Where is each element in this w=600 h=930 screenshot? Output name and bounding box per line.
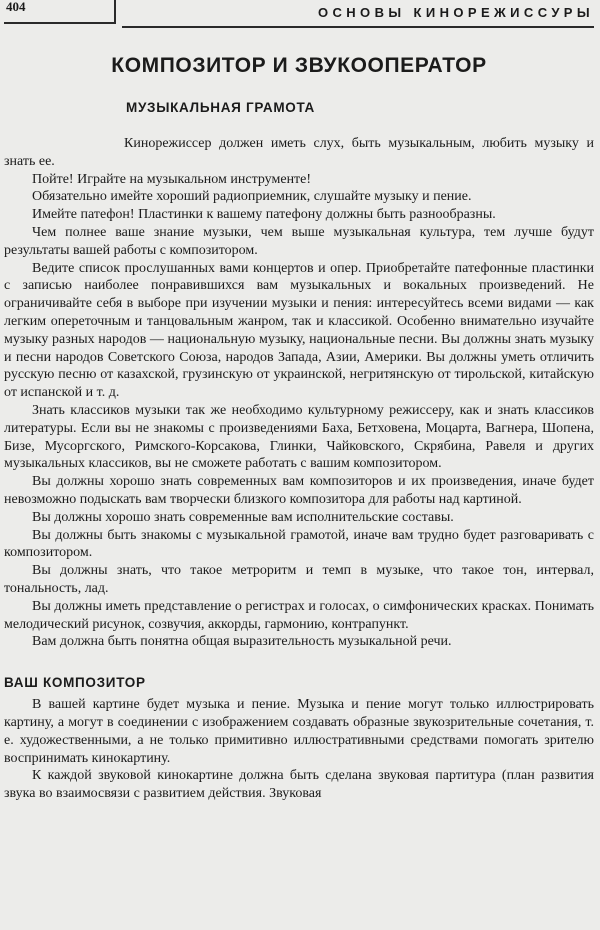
- paragraph: Вы должны знать, что такое метроритм и темп в музыке, что такое тон, интервал, тональность, лад.: [4, 563, 594, 596]
- paragraph: Ведите список прослушанных вами концертов и опер. Приобретайте патефонные пластинки с записью наиболее понравившихся вам музыкальных и вокальных произведений. Не ограничивайте себя в выборе при изучении музыки и пения: интересуйтесь всеми видами — как легким опереточным и танцовальным жанром, так и классикой. Особенно внимательно изучайте музыку разных народов — национальную музыку, национальные песни. Вы должны знать музыку и песни народов Советского Союза, народов Запада, Азии, Америки. Вы должны уметь отличить русскую песню от казахской, грузинскую от украинской, негритянскую от тирольской, китайскую от испанской и т. д.: [4, 260, 594, 401]
- page-number: 404: [4, 0, 116, 24]
- paragraph: Вы должны хорошо знать современные вам исполнительские составы.: [32, 509, 454, 525]
- paragraph: Имейте патефон! Пластинки к вашему патефону должны быть разнообразны.: [32, 207, 496, 223]
- paragraph: Вы должны иметь представление о регистрах и голосах, о симфонических красках. Понимать мелодический рисунок, созвучия, аккорды, гармонию, контрапункт.: [4, 598, 594, 632]
- paragraph: Обязательно имейте хороший радиоприемник, слушайте музыку и пение.: [32, 189, 472, 205]
- paragraph: В вашей картине будет музыка и пение. Музыка и пение могут только иллюстрировать картину, а могут в соединении с изображением создавать образные звукозрительные сочетания, т. е. художественными, а не только примитивно иллюстративными средствами помогать зрителю воспринимать кинокартину.: [4, 697, 594, 766]
- section-heading-your-composer: ВАШ КОМПОЗИТОР: [4, 675, 146, 691]
- chapter-title: КОМПОЗИТОР И ЗВУКООПЕРАТОР: [111, 54, 487, 77]
- paragraph: Вы должны хорошо знать современных вам композиторов и их произведения, иначе будет невозможно подыскать вам творчески близкого композитора для работы над картиной.: [4, 474, 594, 507]
- paragraph: Вы должны быть знакомы с музыкальной грамотой, иначе вам трудно будет разговаривать с композитором.: [4, 527, 594, 561]
- paragraph: Чем полнее ваше знание музыки, чем выше музыкальная культура, тем лучше будут результаты вашей работы с композитором.: [4, 224, 594, 258]
- paragraph: К каждой звуковой кинокартине должна быть сделана звуковая партитура (план развития звука во взаимосвязи с развитием действия. Звуковая: [4, 768, 594, 802]
- paragraph: Знать классиков музыки так же необходимо культурному режиссеру, как и знать классиков литературы. Если вы не знакомы с произведениями Баха, Бетховена, Моцарта, Вагнера, Шопена, Бизе, Мусоргского, Римского-Корсакова, Глинки, Чайковского, Скрябина, Равеля и других музыкальных классиков, вы не сможете работать с вашим композитором.: [4, 402, 594, 472]
- paragraph: Пойте! Играйте на музыкальном инструменте!: [32, 171, 312, 187]
- running-header: [4, 0, 594, 36]
- paragraph: Кинорежиссер должен иметь слух, быть музыкальным, любить музыку и знать ее.: [4, 136, 594, 169]
- section-heading-music-literacy: МУЗЫКАЛЬНАЯ ГРАМОТА: [126, 100, 316, 115]
- running-title: ОСНОВЫ КИНОРЕЖИССУРЫ: [122, 0, 594, 28]
- paragraph: Вам должна быть понятна общая выразительность музыкальной речи.: [32, 634, 452, 650]
- section-body-music-literacy: [4, 135, 594, 651]
- section-body-your-composer: [4, 696, 594, 803]
